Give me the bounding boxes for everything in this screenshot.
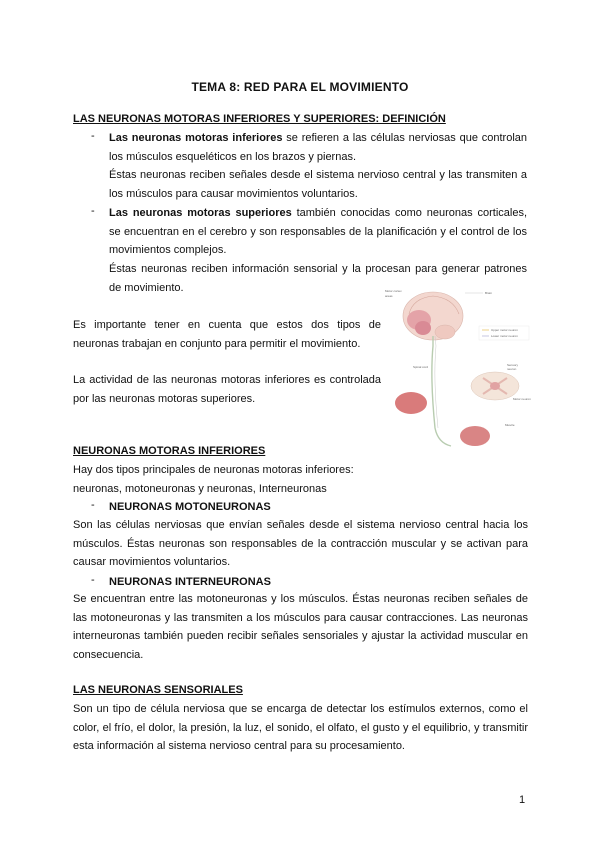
svg-text:Motor neuron: Motor neuron bbox=[513, 397, 531, 401]
bullet-superiores-para2: Éstas neuronas reciben información sensorial y la procesan para generar patrones de movimiento. bbox=[109, 263, 527, 294]
svg-text:Motor cortex: Motor cortex bbox=[385, 289, 402, 293]
section-heading-inferiores: NEURONAS MOTORAS INFERIORES bbox=[73, 445, 266, 457]
svg-text:Spinal cord: Spinal cord bbox=[413, 365, 429, 369]
bullet-dash: - bbox=[91, 499, 95, 511]
svg-text:neuron: neuron bbox=[507, 367, 517, 371]
bullet-superiores-bold: Las neuronas motoras superiores bbox=[109, 207, 292, 219]
intro-line-2: neuronas, motoneuronas y neuronas, Interneuronas bbox=[73, 483, 327, 495]
bullet-dash: - bbox=[91, 574, 95, 586]
subheading-interneuronas: NEURONAS INTERNEURONAS bbox=[109, 576, 271, 588]
svg-text:Upper motor neuron: Upper motor neuron bbox=[491, 328, 518, 332]
svg-text:Brain: Brain bbox=[485, 291, 493, 295]
svg-text:Muscle: Muscle bbox=[505, 423, 515, 427]
intro-line-1: Hay dos tipos principales de neuronas motoras inferiores: bbox=[73, 464, 354, 476]
note-paragraph-2: La actividad de las neuronas motoras inferiores es controlada por las neuronas motoras superiores. bbox=[73, 374, 381, 405]
bullet-superiores-text: también conocidas como neuronas corticales, se encuentran en el cerebro y son responsables de la planificación y el control de los movimientos complejos. bbox=[109, 207, 528, 256]
page-title: TEMA 8: RED PARA EL MOVIMIENTO bbox=[191, 80, 409, 94]
svg-text:areas: areas bbox=[385, 294, 393, 298]
page-number: 1 bbox=[519, 794, 526, 806]
sensoriales-text: Son un tipo de célula nerviosa que se encarga de detectar los estímulos externos, como el color, el frío, el dolor, la presión, la luz, el sonido, el olfato, el gusto y el equilibrio, y transmitir esta información al sistema nervioso central para su procesamiento. bbox=[73, 703, 528, 752]
motoneuronas-text: Son las células nerviosas que envían señales desde el sistema nervioso central hacia los músculos. Éstas neuronas son responsables de la contracción muscular y se activan para causar movimientos voluntarios. bbox=[73, 519, 528, 568]
svg-text:Lower motor neuron: Lower motor neuron bbox=[491, 334, 518, 338]
section-heading-sensoriales: LAS NEURONAS SENSORIALES bbox=[73, 684, 243, 696]
bullet-inferiores-text: se refieren a las células nerviosas que controlan los músculos esqueléticos en los brazos y piernas. bbox=[109, 132, 527, 163]
note-paragraph-1: Es importante tener en cuenta que estos dos tipos de neuronas trabajan en conjunto para permitir el movimiento. bbox=[73, 319, 381, 350]
bullet-inferiores-para2: Éstas neuronas reciben señales desde el sistema nervioso central y las transmiten a los músculos para causar movimientos voluntarios. bbox=[109, 169, 527, 200]
motor-pathway-illustration bbox=[383, 288, 533, 458]
subheading-motoneuronas: NEURONAS MOTONEURONAS bbox=[109, 501, 271, 513]
bullet-dash: - bbox=[91, 130, 95, 142]
bullet-dash: - bbox=[91, 205, 95, 217]
section-heading-definicion: LAS NEURONAS MOTORAS INFERIORES Y SUPERIORES: DEFINICIÓN bbox=[73, 113, 446, 125]
bullet-superiores bbox=[109, 204, 527, 260]
bullet-inferiores bbox=[109, 129, 527, 166]
bullet-inferiores-bold: Las neuronas motoras inferiores bbox=[109, 132, 283, 144]
svg-text:Sensory: Sensory bbox=[507, 363, 519, 367]
interneuronas-text: Se encuentran entre las motoneuronas y los músculos. Éstas neuronas reciben señales de las motoneuronas y las transmiten a los músculos para causar contracciones. Las neuronas interneuronas también pueden recibir señales sensoriales y ajustar la actividad muscular en consecuencia. bbox=[73, 593, 528, 661]
